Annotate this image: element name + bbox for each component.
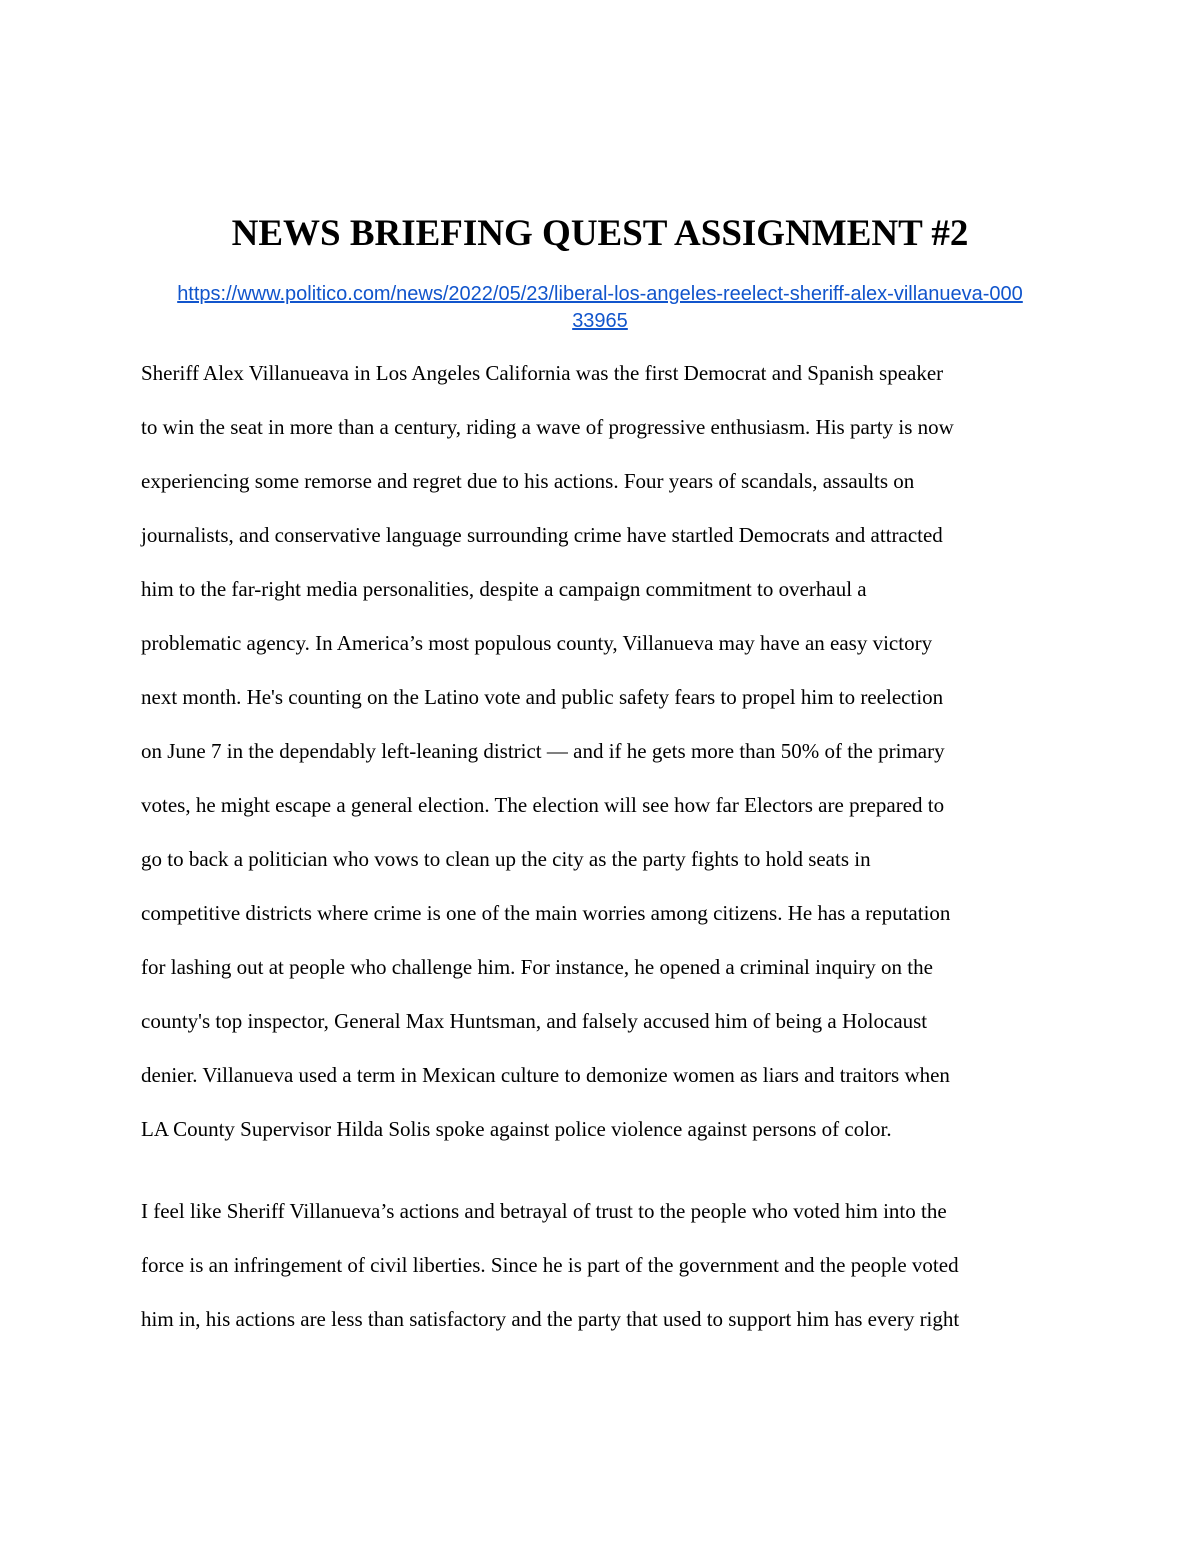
text-line: denier. Villanueva used a term in Mexican culture to demonize women as liars and traitors when (141, 1063, 950, 1087)
text-line: I feel like Sheriff Villanueva’s actions and betrayal of trust to the people who voted him into the (141, 1199, 947, 1223)
document-body (141, 346, 1071, 1346)
paragraph-summary (141, 346, 1071, 1156)
text-line: force is an infringement of civil liberties. Since he is part of the government and the people voted (141, 1253, 959, 1277)
text-line: county's top inspector, General Max Huntsman, and falsely accused him of being a Holocaust (141, 1009, 928, 1033)
text-line: votes, he might escape a general election. The election will see how far Electors are prepared to (141, 793, 945, 817)
source-link-line-2: 33965 (572, 310, 628, 332)
text-line: him to the far-right media personalities, despite a campaign commitment to overhaul a (141, 577, 867, 601)
source-link-line-1: https://www.politico.com/news/2022/05/23/liberal-los-angeles-reelect-sheriff-alex-villanueva-000 (177, 283, 1023, 305)
document-title: NEWS BRIEFING QUEST ASSIGNMENT #2 (231, 213, 969, 254)
source-link-block (130, 281, 1070, 335)
text-line: LA County Supervisor Hilda Solis spoke against police violence against persons of color. (141, 1117, 892, 1141)
text-line: for lashing out at people who challenge him. For instance, he opened a criminal inquiry on the (141, 955, 933, 979)
text-line: journalists, and conservative language surrounding crime have startled Democrats and attracted (141, 523, 943, 547)
paragraph-spacer (141, 1156, 1071, 1184)
text-line: competitive districts where crime is one of the main worries among citizens. He has a reputation (141, 901, 951, 925)
text-line: go to back a politician who vows to clean up the city as the party fights to hold seats in (141, 847, 871, 871)
text-line: him in, his actions are less than satisfactory and the party that used to support him has every right (141, 1307, 960, 1331)
source-link[interactable] (177, 283, 1023, 332)
text-line: Sheriff Alex Villanueava in Los Angeles California was the first Democrat and Spanish speaker (141, 361, 944, 385)
paragraph-opinion (141, 1184, 1071, 1346)
text-line: on June 7 in the dependably left-leaning district — and if he gets more than 50% of the primary (141, 739, 945, 763)
text-line: next month. He's counting on the Latino vote and public safety fears to propel him to reelection (141, 685, 944, 709)
text-line: problematic agency. In America’s most populous county, Villanueva may have an easy victory (141, 631, 933, 655)
text-line: to win the seat in more than a century, riding a wave of progressive enthusiasm. His party is now (141, 415, 954, 439)
text-line: experiencing some remorse and regret due to his actions. Four years of scandals, assaults on (141, 469, 915, 493)
